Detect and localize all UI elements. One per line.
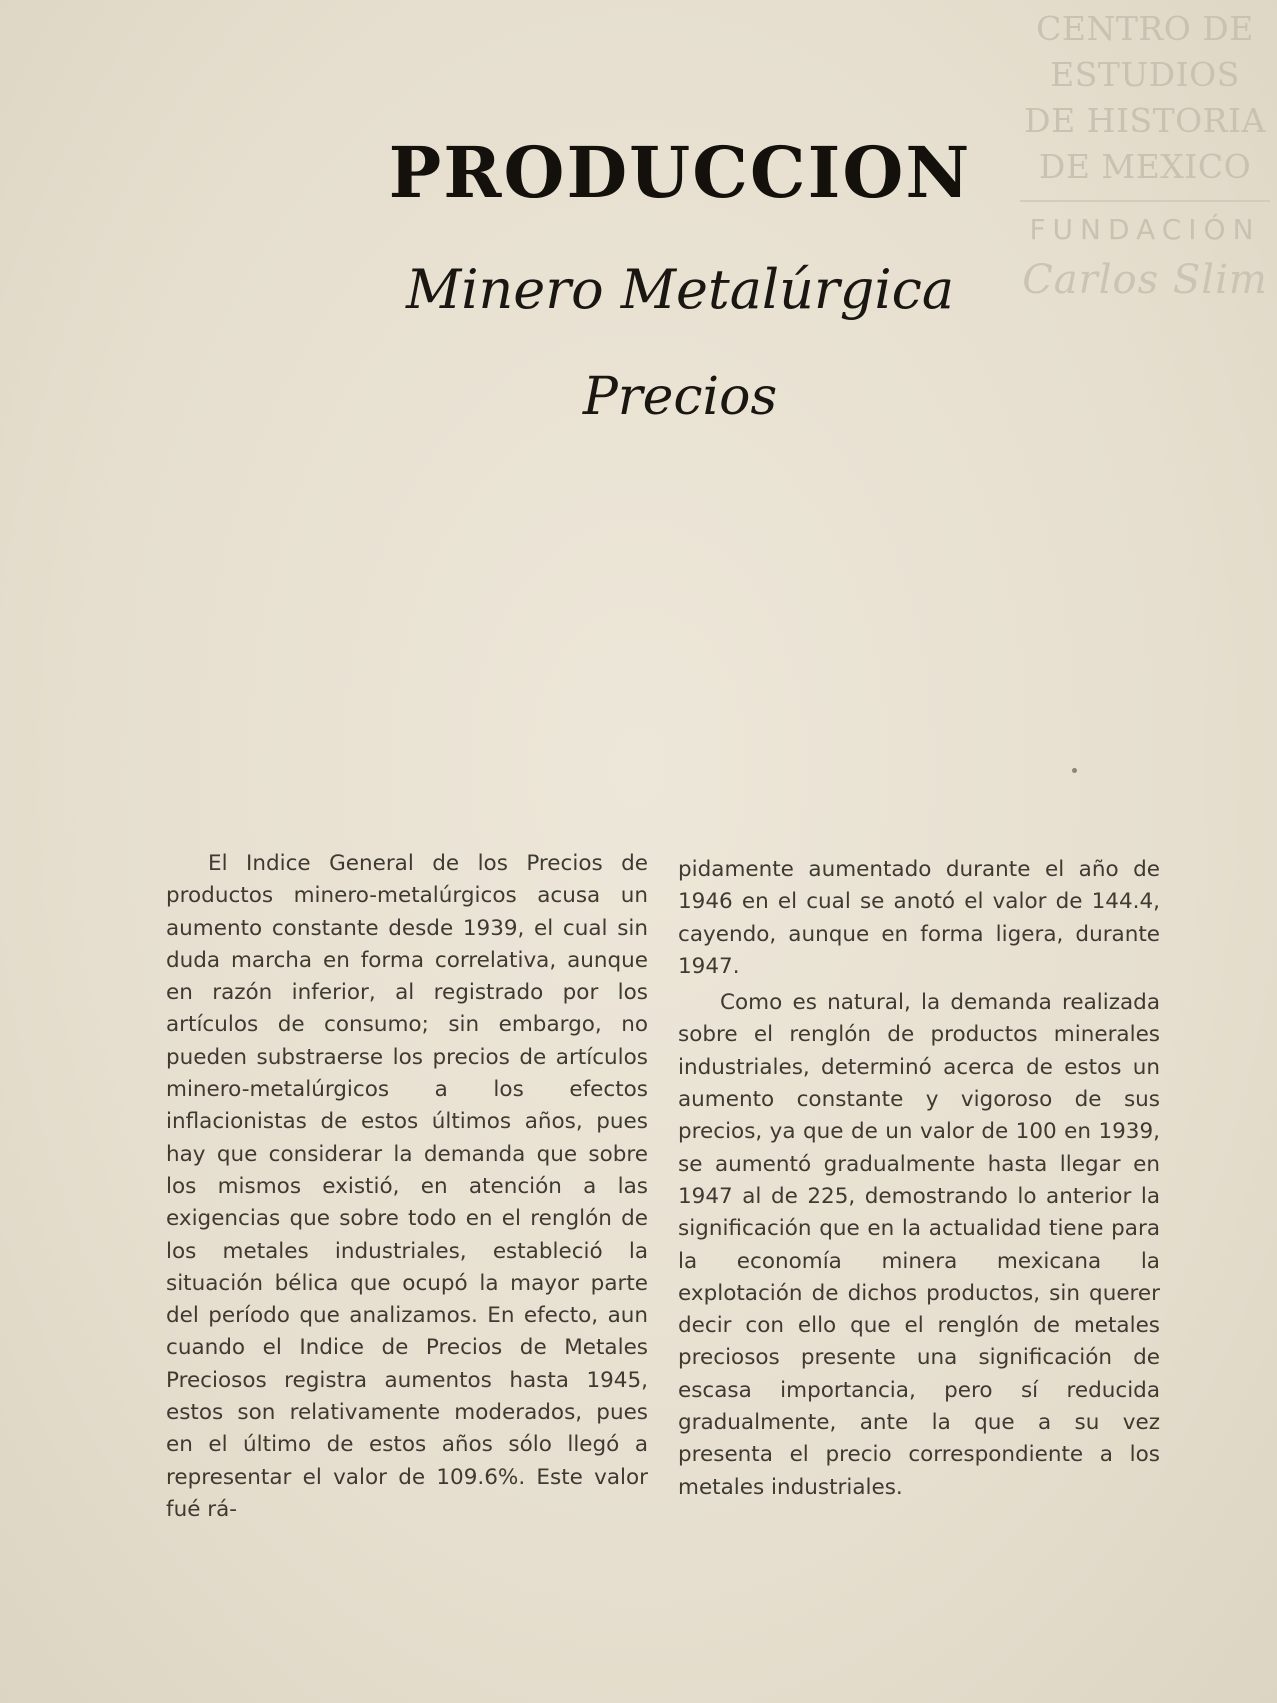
watermark-fundacion: FUNDACIÓN [1029, 213, 1261, 246]
watermark-line: CENTRO DE [1036, 9, 1254, 48]
page-subtitle: Minero Metalúrgica [405, 258, 955, 321]
text-column-right [678, 854, 1160, 1504]
paragraph: El Indice General de los Precios de productos minero-metalúrgicos acusa un aumento constante desde 1939, el cual sin duda marcha en forma correlativa, aunque en razón inferior, al registrado por los artículos de consumo; sin embargo, no pueden substraerse los precios de artículos minero-metalúrgicos a los efectos inflacionistas de estos últimos años, pues hay que considerar la demanda que sobre los mismos existió, en atención a las exigencias que sobre todo en el renglón de los metales industriales, estableció la situación bélica que ocupó la mayor parte del período que analizamos. En efecto, aun cuando el Indice de Precios de Metales Preciosos registra aumentos hasta 1945, estos son relativamente moderados, pues en el último de estos años sólo llegó a representar el valor de 109.6%. Este valor fué rá- [166, 851, 648, 1522]
watermark-signature: Carlos Slim [1022, 257, 1268, 303]
paper-speck [1072, 768, 1077, 773]
page-title: PRODUCCION [388, 131, 972, 214]
paragraph: Como es natural, la demanda realizada sobre el renglón de productos minerales industriales, determinó acerca de estos un aumento constante y vigoroso de sus precios, ya que de un valor de 100 en 1939, se aumentó gradualmente hasta llegar en 1947 al de 225, demostrando lo anterior la significación que en la actualidad tiene para la economía minera mexicana la explotación de dichos productos, sin querer decir con ello que el renglón de metales preciosos presente una significación de escasa importancia, pero sí reducida gradualmente, ante la que a su vez presenta el precio correspondiente a los metales industriales. [678, 990, 1160, 1500]
watermark-line: DE MEXICO [1038, 147, 1252, 186]
paragraph-continuation: pidamente aumentado durante el año de 1946 en el cual se anotó el valor de 144.4, cayendo, aunque en forma ligera, durante 1947. [678, 857, 1160, 979]
watermark-line: ESTUDIOS [1050, 55, 1240, 94]
watermark-line: DE HISTORIA [1024, 101, 1266, 140]
text-column-left [166, 848, 648, 1526]
page-subtitle-secondary: Precios [582, 367, 778, 427]
